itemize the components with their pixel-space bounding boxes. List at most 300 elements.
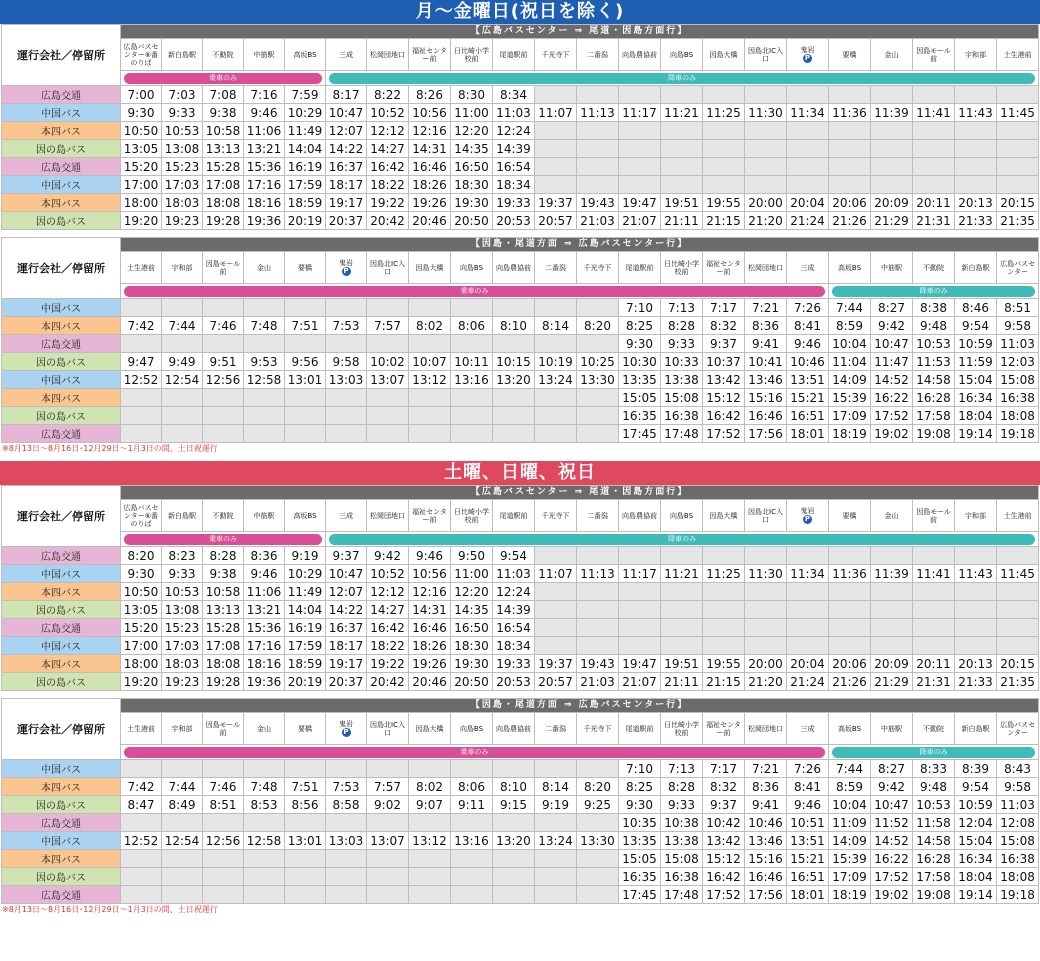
stop-name-label: 要橋 xyxy=(842,50,857,59)
stop-name-label: 不動院 xyxy=(923,724,944,733)
departure-time: 17:59 xyxy=(285,176,326,194)
departure-time: 10:52 xyxy=(367,565,409,583)
departure-time: 13:24 xyxy=(535,832,577,850)
departure-time xyxy=(285,335,326,353)
departure-time xyxy=(409,299,451,317)
departure-time xyxy=(535,140,577,158)
departure-time xyxy=(203,868,244,886)
departure-time: 7:10 xyxy=(619,760,661,778)
departure-time xyxy=(577,335,619,353)
stop-name xyxy=(829,39,871,71)
departure-time xyxy=(577,407,619,425)
departure-time: 16:42 xyxy=(367,158,409,176)
departure-time xyxy=(955,158,997,176)
departure-time: 13:07 xyxy=(367,371,409,389)
departure-time: 16:34 xyxy=(955,850,997,868)
departure-time: 8:36 xyxy=(244,547,285,565)
departure-time: 12:56 xyxy=(203,832,244,850)
company-cell: 本四バス xyxy=(2,655,121,673)
departure-time xyxy=(661,140,703,158)
departure-time: 13:21 xyxy=(244,601,285,619)
inbound-timetable xyxy=(1,698,1039,904)
departure-time: 9:30 xyxy=(619,796,661,814)
departure-time xyxy=(451,389,493,407)
departure-time: 12:12 xyxy=(367,583,409,601)
departure-time: 9:38 xyxy=(203,104,244,122)
departure-time: 13:20 xyxy=(493,832,535,850)
parking-icon: P xyxy=(343,728,349,736)
departure-time xyxy=(997,176,1039,194)
departure-time: 11:06 xyxy=(244,583,285,601)
departure-time: 8:06 xyxy=(451,778,493,796)
departure-time: 21:31 xyxy=(913,673,955,691)
departure-time: 9:50 xyxy=(451,547,493,565)
departure-time xyxy=(913,176,955,194)
stop-name xyxy=(997,500,1039,532)
departure-time: 8:22 xyxy=(367,86,409,104)
stop-name xyxy=(493,713,535,745)
departure-time: 14:09 xyxy=(829,371,871,389)
departure-time: 11:45 xyxy=(997,104,1039,122)
stop-name xyxy=(326,39,367,71)
departure-time: 21:15 xyxy=(703,673,745,691)
departure-time xyxy=(997,122,1039,140)
departure-time: 17:45 xyxy=(619,425,661,443)
departure-time: 15:23 xyxy=(162,158,203,176)
trip-row xyxy=(2,425,1039,443)
stop-name-label: 金山 xyxy=(257,724,271,733)
stop-name xyxy=(619,39,661,71)
departure-time: 19:18 xyxy=(997,425,1039,443)
departure-time: 10:52 xyxy=(367,104,409,122)
departure-time: 21:15 xyxy=(703,212,745,230)
departure-time xyxy=(619,601,661,619)
stop-name-label: 金山 xyxy=(884,511,899,520)
trip-row xyxy=(2,194,1039,212)
departure-time: 19:33 xyxy=(493,194,535,212)
departure-time xyxy=(745,547,787,565)
departure-time: 17:09 xyxy=(829,868,871,886)
company-cell: 中国バス xyxy=(2,760,121,778)
departure-time: 8:28 xyxy=(661,317,703,335)
departure-time xyxy=(451,850,493,868)
departure-time: 16:35 xyxy=(619,868,661,886)
departure-time: 7:48 xyxy=(244,778,285,796)
departure-time: 9:54 xyxy=(493,547,535,565)
company-cell: 広島交通 xyxy=(2,814,121,832)
parking-icon: P xyxy=(804,54,811,62)
departure-time: 20:46 xyxy=(409,212,451,230)
departure-time: 15:28 xyxy=(203,619,244,637)
departure-time: 8:26 xyxy=(409,86,451,104)
departure-time: 16:38 xyxy=(997,850,1039,868)
stop-name-label: 新白島駅 xyxy=(168,511,196,520)
departure-time xyxy=(745,601,787,619)
company-cell: 本四バス xyxy=(2,583,121,601)
company-cell: 本四バス xyxy=(2,778,121,796)
departure-time xyxy=(409,389,451,407)
stop-name-label: 三成 xyxy=(800,263,815,272)
departure-time: 20:53 xyxy=(493,673,535,691)
trip-row xyxy=(2,547,1039,565)
direction-header: 【因島・尾道方面 ⇒ 広島バスセンター行】 xyxy=(121,238,1039,252)
stop-name-label: 因島北IC入口 xyxy=(748,46,783,63)
departure-time: 8:32 xyxy=(703,778,745,796)
departure-time: 20:04 xyxy=(787,194,829,212)
departure-time xyxy=(745,619,787,637)
stop-name xyxy=(871,713,913,745)
departure-time: 8:06 xyxy=(451,317,493,335)
departure-time: 10:46 xyxy=(745,814,787,832)
departure-time xyxy=(493,760,535,778)
departure-time: 15:12 xyxy=(703,850,745,868)
company-cell: 広島交通 xyxy=(2,425,121,443)
trip-row xyxy=(2,140,1039,158)
stop-name-label: 向島農協前 xyxy=(496,724,531,733)
departure-time xyxy=(162,868,203,886)
departure-time xyxy=(535,583,577,601)
departure-time: 19:28 xyxy=(203,673,244,691)
stop-name-label: 高坂BS xyxy=(837,724,862,733)
departure-time: 11:47 xyxy=(871,353,913,371)
departure-time: 20:42 xyxy=(367,673,409,691)
departure-time xyxy=(326,335,367,353)
stop-name-label: 要橋 xyxy=(298,263,312,272)
departure-time: 8:27 xyxy=(871,760,913,778)
departure-time: 10:53 xyxy=(162,583,203,601)
company-cell: 中国バス xyxy=(2,176,121,194)
departure-time: 9:02 xyxy=(367,796,409,814)
departure-time: 12:54 xyxy=(162,371,203,389)
departure-time xyxy=(244,760,285,778)
departure-time: 9:41 xyxy=(745,335,787,353)
departure-time: 10:50 xyxy=(121,583,162,601)
departure-time: 16:35 xyxy=(619,407,661,425)
stop-name xyxy=(703,252,745,284)
departure-time: 19:02 xyxy=(871,425,913,443)
departure-time xyxy=(787,619,829,637)
departure-time: 19:47 xyxy=(619,194,661,212)
departure-time: 11:25 xyxy=(703,104,745,122)
departure-time xyxy=(955,140,997,158)
departure-time xyxy=(577,760,619,778)
departure-time: 12:03 xyxy=(997,353,1039,371)
company-cell: 中国バス xyxy=(2,104,121,122)
stop-name-label: 向島BS xyxy=(459,724,484,733)
departure-time: 17:56 xyxy=(745,886,787,904)
departure-time xyxy=(745,583,787,601)
stop-name-label: 尾道駅前 xyxy=(499,511,528,520)
departure-time: 10:35 xyxy=(619,814,661,832)
departure-time: 18:08 xyxy=(997,868,1039,886)
departure-time xyxy=(409,814,451,832)
departure-time: 14:27 xyxy=(367,601,409,619)
spacer xyxy=(0,691,1040,698)
stop-name xyxy=(997,252,1039,284)
stop-name xyxy=(367,500,409,532)
trip-row xyxy=(2,335,1039,353)
departure-time: 19:20 xyxy=(121,212,162,230)
departure-time xyxy=(409,760,451,778)
departure-time xyxy=(326,814,367,832)
departure-time: 19:37 xyxy=(535,194,577,212)
departure-time: 13:08 xyxy=(162,140,203,158)
boarding-bar-row xyxy=(2,284,1039,299)
departure-time: 20:53 xyxy=(493,212,535,230)
departure-time: 20:09 xyxy=(871,655,913,673)
trip-row xyxy=(2,760,1039,778)
stop-name xyxy=(244,500,285,532)
company-cell: 広島交通 xyxy=(2,158,121,176)
departure-time xyxy=(577,158,619,176)
stop-name xyxy=(829,713,871,745)
departure-time: 8:28 xyxy=(661,778,703,796)
departure-time xyxy=(787,637,829,655)
departure-time: 10:58 xyxy=(203,583,244,601)
departure-time xyxy=(121,814,162,832)
departure-time: 8:20 xyxy=(577,778,619,796)
departure-time xyxy=(493,335,535,353)
departure-time xyxy=(162,299,203,317)
stop-name-label: 福祉センター前 xyxy=(412,507,447,524)
departure-time xyxy=(493,425,535,443)
departure-time: 16:50 xyxy=(451,619,493,637)
boarding-bar-row xyxy=(2,71,1039,86)
stop-name xyxy=(121,252,162,284)
company-cell: 広島交通 xyxy=(2,547,121,565)
stop-name-label: 千光寺下 xyxy=(583,263,612,272)
stop-name xyxy=(955,713,997,745)
departure-time xyxy=(535,637,577,655)
corner-header: 運行会社／停留所 xyxy=(2,238,121,299)
departure-time: 20:37 xyxy=(326,673,367,691)
stop-name-label: 因島北IC入口 xyxy=(370,259,405,276)
stop-name xyxy=(451,500,493,532)
departure-time: 10:59 xyxy=(955,335,997,353)
boarding-only-cell xyxy=(121,745,829,760)
departure-time xyxy=(367,407,409,425)
stop-name-label: 中筋駅 xyxy=(881,724,902,733)
departure-time xyxy=(244,425,285,443)
departure-time xyxy=(535,335,577,353)
stop-name-label: 鬼岩 xyxy=(339,720,353,728)
departure-time: 19:22 xyxy=(367,655,409,673)
departure-time: 8:41 xyxy=(787,317,829,335)
departure-time: 10:38 xyxy=(661,814,703,832)
departure-time xyxy=(997,601,1039,619)
departure-time xyxy=(871,86,913,104)
departure-time: 10:58 xyxy=(203,122,244,140)
departure-time: 12:58 xyxy=(244,832,285,850)
departure-time: 15:08 xyxy=(997,832,1039,850)
company-cell: 因の島バス xyxy=(2,407,121,425)
departure-time: 18:59 xyxy=(285,194,326,212)
departure-time: 10:46 xyxy=(787,353,829,371)
departure-time xyxy=(619,86,661,104)
departure-time: 20:04 xyxy=(787,655,829,673)
departure-time: 11:49 xyxy=(285,583,326,601)
departure-time xyxy=(285,886,326,904)
departure-time: 13:13 xyxy=(203,140,244,158)
departure-time xyxy=(787,176,829,194)
stop-name-label: 二番潟 xyxy=(587,50,608,59)
departure-time: 8:33 xyxy=(913,760,955,778)
stop-name xyxy=(409,500,451,532)
company-cell: 因の島バス xyxy=(2,796,121,814)
departure-time: 20:57 xyxy=(535,673,577,691)
departure-time: 17:08 xyxy=(203,176,244,194)
departure-time: 14:35 xyxy=(451,601,493,619)
departure-time xyxy=(955,122,997,140)
stop-name xyxy=(829,252,871,284)
stop-name xyxy=(285,500,326,532)
stop-name xyxy=(829,500,871,532)
trip-row xyxy=(2,655,1039,673)
departure-time xyxy=(829,158,871,176)
stop-name xyxy=(577,39,619,71)
departure-time xyxy=(829,122,871,140)
departure-time xyxy=(203,886,244,904)
departure-time xyxy=(162,389,203,407)
departure-time xyxy=(203,850,244,868)
departure-time: 16:38 xyxy=(997,389,1039,407)
departure-time: 7:59 xyxy=(285,86,326,104)
departure-time: 20:13 xyxy=(955,655,997,673)
trip-row xyxy=(2,407,1039,425)
departure-time xyxy=(535,760,577,778)
departure-time xyxy=(451,407,493,425)
direction-row xyxy=(2,699,1039,713)
departure-time xyxy=(997,547,1039,565)
spacer xyxy=(0,230,1040,237)
departure-time: 7:21 xyxy=(745,760,787,778)
stop-name xyxy=(409,39,451,71)
departure-time xyxy=(451,760,493,778)
departure-time: 10:29 xyxy=(285,565,326,583)
stop-name xyxy=(913,713,955,745)
stop-name xyxy=(535,39,577,71)
departure-time: 13:46 xyxy=(745,832,787,850)
departure-time: 13:05 xyxy=(121,140,162,158)
departure-time: 19:37 xyxy=(535,655,577,673)
departure-time: 7:42 xyxy=(121,317,162,335)
departure-time xyxy=(326,299,367,317)
departure-time: 13:42 xyxy=(703,371,745,389)
departure-time: 11:09 xyxy=(829,814,871,832)
departure-time: 8:58 xyxy=(326,796,367,814)
departure-time: 11:25 xyxy=(703,565,745,583)
stop-name-label: 向島BS xyxy=(669,511,694,520)
company-cell: 中国バス xyxy=(2,371,121,389)
departure-time: 8:10 xyxy=(493,317,535,335)
departure-time: 20:00 xyxy=(745,655,787,673)
departure-time: 13:20 xyxy=(493,371,535,389)
departure-time: 18:22 xyxy=(367,637,409,655)
departure-time: 18:01 xyxy=(787,425,829,443)
departure-time xyxy=(367,868,409,886)
stop-name xyxy=(162,252,203,284)
stop-name xyxy=(121,500,162,532)
departure-time xyxy=(203,335,244,353)
departure-time: 12:16 xyxy=(409,122,451,140)
departure-time: 20:50 xyxy=(451,212,493,230)
departure-time: 18:08 xyxy=(203,194,244,212)
departure-time: 16:38 xyxy=(661,868,703,886)
departure-time: 14:09 xyxy=(829,832,871,850)
departure-time: 21:33 xyxy=(955,673,997,691)
trip-row xyxy=(2,212,1039,230)
departure-time: 11:49 xyxy=(285,122,326,140)
departure-time: 16:42 xyxy=(703,407,745,425)
departure-time: 11:17 xyxy=(619,104,661,122)
departure-time: 13:07 xyxy=(367,832,409,850)
departure-time: 11:03 xyxy=(997,796,1039,814)
departure-time: 8:39 xyxy=(955,760,997,778)
departure-time xyxy=(577,122,619,140)
departure-time xyxy=(577,140,619,158)
stop-name xyxy=(285,39,326,71)
stop-name-label: 因島モール前 xyxy=(205,720,241,737)
departure-time: 10:37 xyxy=(703,353,745,371)
stop-name xyxy=(787,39,829,71)
departure-time: 13:51 xyxy=(787,832,829,850)
departure-time xyxy=(745,122,787,140)
departure-time: 20:15 xyxy=(997,194,1039,212)
departure-time xyxy=(244,299,285,317)
departure-time: 13:08 xyxy=(162,601,203,619)
departure-time xyxy=(829,86,871,104)
departure-time xyxy=(535,176,577,194)
departure-time: 20:06 xyxy=(829,655,871,673)
stop-name xyxy=(577,713,619,745)
stop-name xyxy=(913,39,955,71)
departure-time: 7:10 xyxy=(619,299,661,317)
departure-time xyxy=(871,637,913,655)
departure-time: 11:13 xyxy=(577,104,619,122)
departure-time: 17:03 xyxy=(162,637,203,655)
departure-time: 7:51 xyxy=(285,778,326,796)
departure-time: 17:00 xyxy=(121,176,162,194)
departure-time xyxy=(535,407,577,425)
company-cell: 広島交通 xyxy=(2,886,121,904)
departure-time xyxy=(997,86,1039,104)
departure-time xyxy=(535,547,577,565)
departure-time: 19:36 xyxy=(244,212,285,230)
departure-time: 12:54 xyxy=(162,832,203,850)
departure-time xyxy=(913,637,955,655)
alighting-only-bar: 降車のみ xyxy=(329,534,1035,545)
stop-name-label: 要橋 xyxy=(842,511,857,520)
departure-time: 13:35 xyxy=(619,832,661,850)
stop-name xyxy=(244,39,285,71)
departure-time: 15:21 xyxy=(787,389,829,407)
departure-time: 21:24 xyxy=(787,673,829,691)
departure-time: 8:23 xyxy=(162,547,203,565)
departure-time xyxy=(829,637,871,655)
company-cell: 因の島バス xyxy=(2,673,121,691)
departure-time xyxy=(913,547,955,565)
departure-time: 7:17 xyxy=(703,760,745,778)
departure-time: 10:53 xyxy=(913,796,955,814)
departure-time: 7:46 xyxy=(203,778,244,796)
stop-name xyxy=(409,713,451,745)
stop-name xyxy=(244,252,285,284)
departure-time: 9:58 xyxy=(997,778,1039,796)
departure-time xyxy=(409,850,451,868)
departure-time xyxy=(367,760,409,778)
departure-time xyxy=(203,389,244,407)
stop-name-label: 松岡団地口 xyxy=(748,263,783,272)
